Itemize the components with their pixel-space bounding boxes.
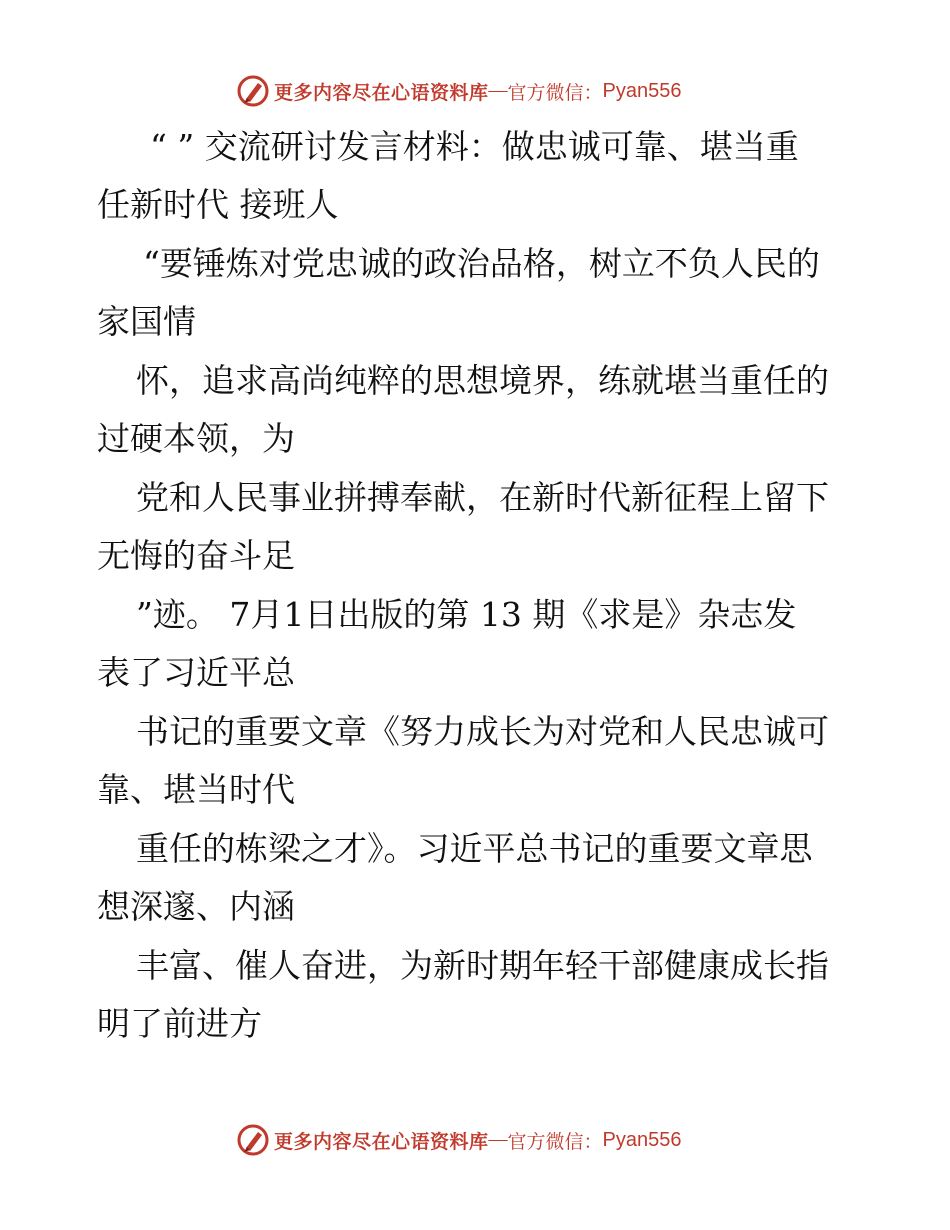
banner-dash: —	[488, 1129, 508, 1150]
text-line-10: 表了习近平总	[97, 653, 295, 692]
banner-dash: —	[488, 80, 508, 101]
text-line-6: 过硬本领，为	[97, 419, 295, 458]
text-line-1: “ ” 交流研讨发言材料：做忠诚可靠、堪当重	[150, 127, 799, 166]
text-line-12: 靠、堪当时代	[97, 770, 295, 809]
text-line-14: 想深邃、内涵	[97, 887, 295, 926]
text-line-2: 任新时代 接班人	[97, 185, 339, 224]
banner-wechat-id: Pyan556	[602, 79, 682, 102]
text-line-16: 明了前进方	[97, 1004, 262, 1043]
text-line-7: 党和人民事业拼搏奉献，在新时代新征程上留下	[136, 478, 829, 517]
text-line-4: 家国情	[97, 302, 196, 341]
header-banner	[0, 71, 950, 111]
banner-wechat-label: 官方微信：	[507, 1130, 603, 1153]
banner-main-text: 更多内容尽在心语资料库	[274, 81, 489, 104]
pen-logo-icon	[236, 74, 270, 108]
text-line-11: 书记的重要文章《努力成长为对党和人民忠诚可	[136, 712, 829, 751]
footer-banner	[0, 1120, 950, 1160]
text-line-3: “要锤炼对党忠诚的政治品格，树立不负人民的	[143, 244, 820, 283]
text-line-15: 丰富、催人奋进，为新时期年轻干部健康成长指	[136, 946, 829, 985]
text-line-8: 无悔的奋斗足	[97, 536, 295, 575]
text-line-5: 怀，追求高尚纯粹的思想境界，练就堪当重任的	[136, 361, 829, 400]
text-line-9: ”迹。 7月1日出版的第 13 期《求是》杂志发	[136, 595, 797, 634]
pen-logo-icon	[236, 1123, 270, 1157]
banner-main-text: 更多内容尽在心语资料库	[274, 1130, 489, 1153]
text-line-13: 重任的栋梁之才》。习近平总书记的重要文章思	[136, 829, 813, 868]
banner-wechat-label: 官方微信：	[507, 81, 603, 104]
banner-wechat-id: Pyan556	[602, 1128, 682, 1151]
